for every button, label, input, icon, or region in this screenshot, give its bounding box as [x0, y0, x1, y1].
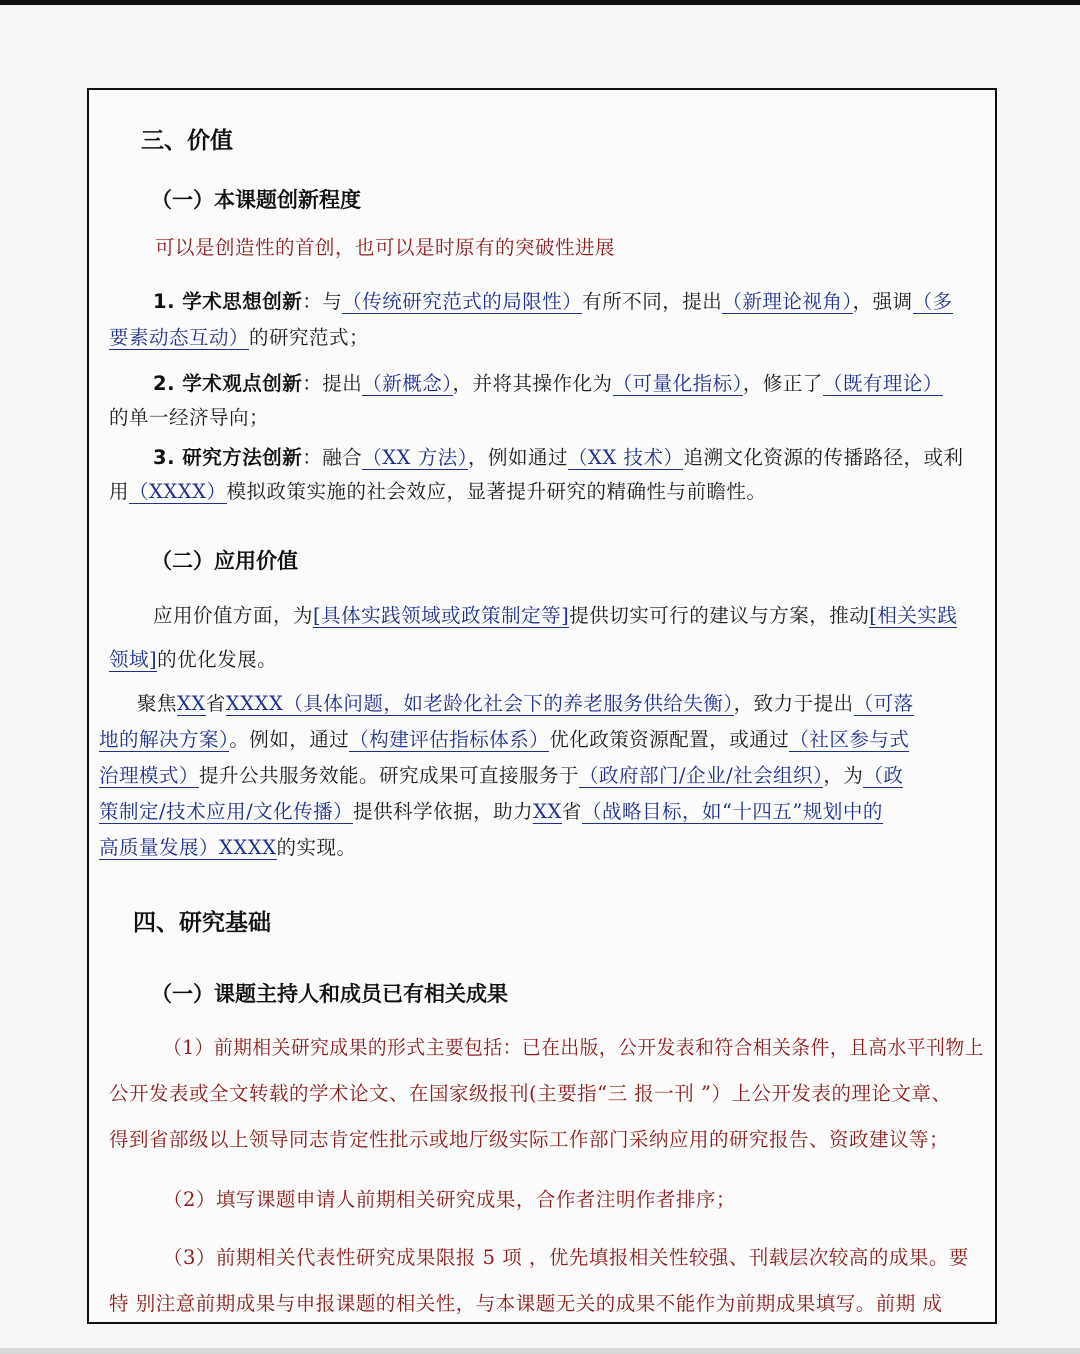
fill-blank: （XX 技术）	[568, 446, 684, 469]
innovation-item-1-line2: 要素动态互动）的研究范式；	[109, 326, 370, 349]
item-3-label: 3. 研究方法创新	[153, 446, 303, 469]
fill-blank: 地的解决方案）	[99, 728, 230, 751]
subsection-innovation-title: （一）本课题创新程度	[151, 188, 361, 212]
subsection-achievements-title: （一）课题主持人和成员已有相关成果	[151, 982, 508, 1006]
fill-blank: （可量化指标）	[612, 372, 743, 395]
fill-blank: （社区参与式	[789, 728, 910, 751]
application-para-2-line1: 聚焦XX省XXXX（具体问题，如老龄化社会下的养老服务供给失衡），致力于提出（可落	[137, 692, 914, 715]
subsection-application-title: （二）应用价值	[151, 549, 298, 573]
achievements-note-3-line1: （3）前期相关代表性研究成果限报 5 项 ，优先填报相关性较强、刊载层次较高的成果。要	[163, 1246, 969, 1269]
innovation-item-1-line1: 1. 学术思想创新：与（传统研究范式的局限性）有所不同，提出（新理论视角），强调（多	[153, 290, 953, 313]
application-para-2-line2: 地的解决方案）。例如，通过（构建评估指标体系）优化政策资源配置，或通过（社区参与式	[99, 728, 910, 751]
application-para-2-line5: 高质量发展）XXXX的实现。	[99, 836, 357, 859]
fill-blank: [具体实践领域或政策制定等]	[313, 604, 570, 627]
achievements-note-1-line1: （1）前期相关研究成果的形式主要包括：已在出版，公开发表和符合相关条件，且高水平刊物上	[163, 1036, 984, 1059]
application-para-2-line4: 策制定/技术应用/文化传播）提供科学依据，助力XX省（战略目标，如“十四五”规划中的	[99, 800, 883, 823]
top-edge	[0, 0, 1080, 5]
fill-blank: （XXXX）	[129, 480, 227, 503]
fill-blank: 治理模式）	[99, 764, 200, 787]
fill-blank: （XX 方法）	[362, 446, 468, 469]
fill-blank: XXXX（具体问题，如老龄化社会下的养老服务供给失衡）	[225, 692, 734, 715]
section-4-title: 四、研究基础	[133, 910, 271, 936]
achievements-note-1-line2: 公开发表或全文转载的学术论文、在国家级报刊(主要指“三 报一刊 ”）上公开发表的理论文章、	[109, 1082, 952, 1105]
fill-blank: （可落	[853, 692, 914, 715]
innovation-item-3-line1: 3. 研究方法创新：融合（XX 方法），例如通过（XX 技术）追溯文化资源的传播路径，或利	[153, 446, 964, 469]
achievements-note-3-line2: 特 别注意前期成果与申报课题的相关性，与本课题无关的成果不能作为前期成果填写。前期 成	[109, 1292, 943, 1315]
fill-blank: （既有理论）	[822, 372, 943, 395]
innovation-item-2-line2: 的单一经济导向；	[109, 406, 270, 429]
fill-blank: （新概念）	[362, 372, 453, 395]
item-2-label: 2. 学术观点创新	[153, 372, 303, 395]
fill-blank: XX	[177, 692, 206, 715]
fill-blank: （战略目标，如“十四五”规划中的	[581, 800, 883, 823]
fill-blank: （传统研究范式的局限性）	[342, 290, 583, 313]
fill-blank: XX	[533, 800, 562, 823]
fill-blank: （政府部门/企业/社会组织）	[579, 764, 824, 787]
achievements-note-1-line3: 得到省部级以上领导同志肯定性批示或地厅级实际工作部门采纳应用的研究报告、资政建议等；	[109, 1128, 950, 1151]
achievements-note-2: （2）填写课题申请人前期相关研究成果，合作者注明作者排序；	[163, 1188, 736, 1211]
application-para-1-line1: 应用价值方面，为[具体实践领域或政策制定等]提供切实可行的建议与方案，推动[相关实践	[153, 604, 958, 627]
fill-blank: 高质量发展）XXXX	[99, 836, 277, 859]
fill-blank: （构建评估指标体系）	[349, 728, 550, 751]
fill-blank: [相关实践	[869, 604, 958, 627]
item-1-label: 1. 学术思想创新	[153, 290, 303, 313]
section-3-title: 三、价值	[141, 128, 233, 154]
bottom-edge	[0, 1348, 1080, 1354]
fill-blank: （新理论视角）	[722, 290, 853, 313]
fill-blank: （多	[912, 290, 953, 313]
innovation-item-2-line1: 2. 学术观点创新：提出（新概念），并将其操作化为（可量化指标），修正了（既有理论）	[153, 372, 943, 395]
application-para-1-line2: 领域]的优化发展。	[109, 648, 278, 671]
document-page	[87, 88, 997, 1324]
innovation-note: 可以是创造性的首创，也可以是时原有的突破性进展	[155, 236, 616, 259]
fill-blank: 领域]	[109, 648, 158, 671]
innovation-item-3-line2: 用（XXXX）模拟政策实施的社会效应，显著提升研究的精确性与前瞻性。	[109, 480, 767, 503]
fill-blank: 策制定/技术应用/文化传播）	[99, 800, 354, 823]
application-para-2-line3: 治理模式）提升公共服务效能。研究成果可直接服务于（政府部门/企业/社会组织），为（政	[99, 764, 904, 787]
fill-blank: （政	[863, 764, 904, 787]
fill-blank: 要素动态互动）	[109, 326, 250, 349]
